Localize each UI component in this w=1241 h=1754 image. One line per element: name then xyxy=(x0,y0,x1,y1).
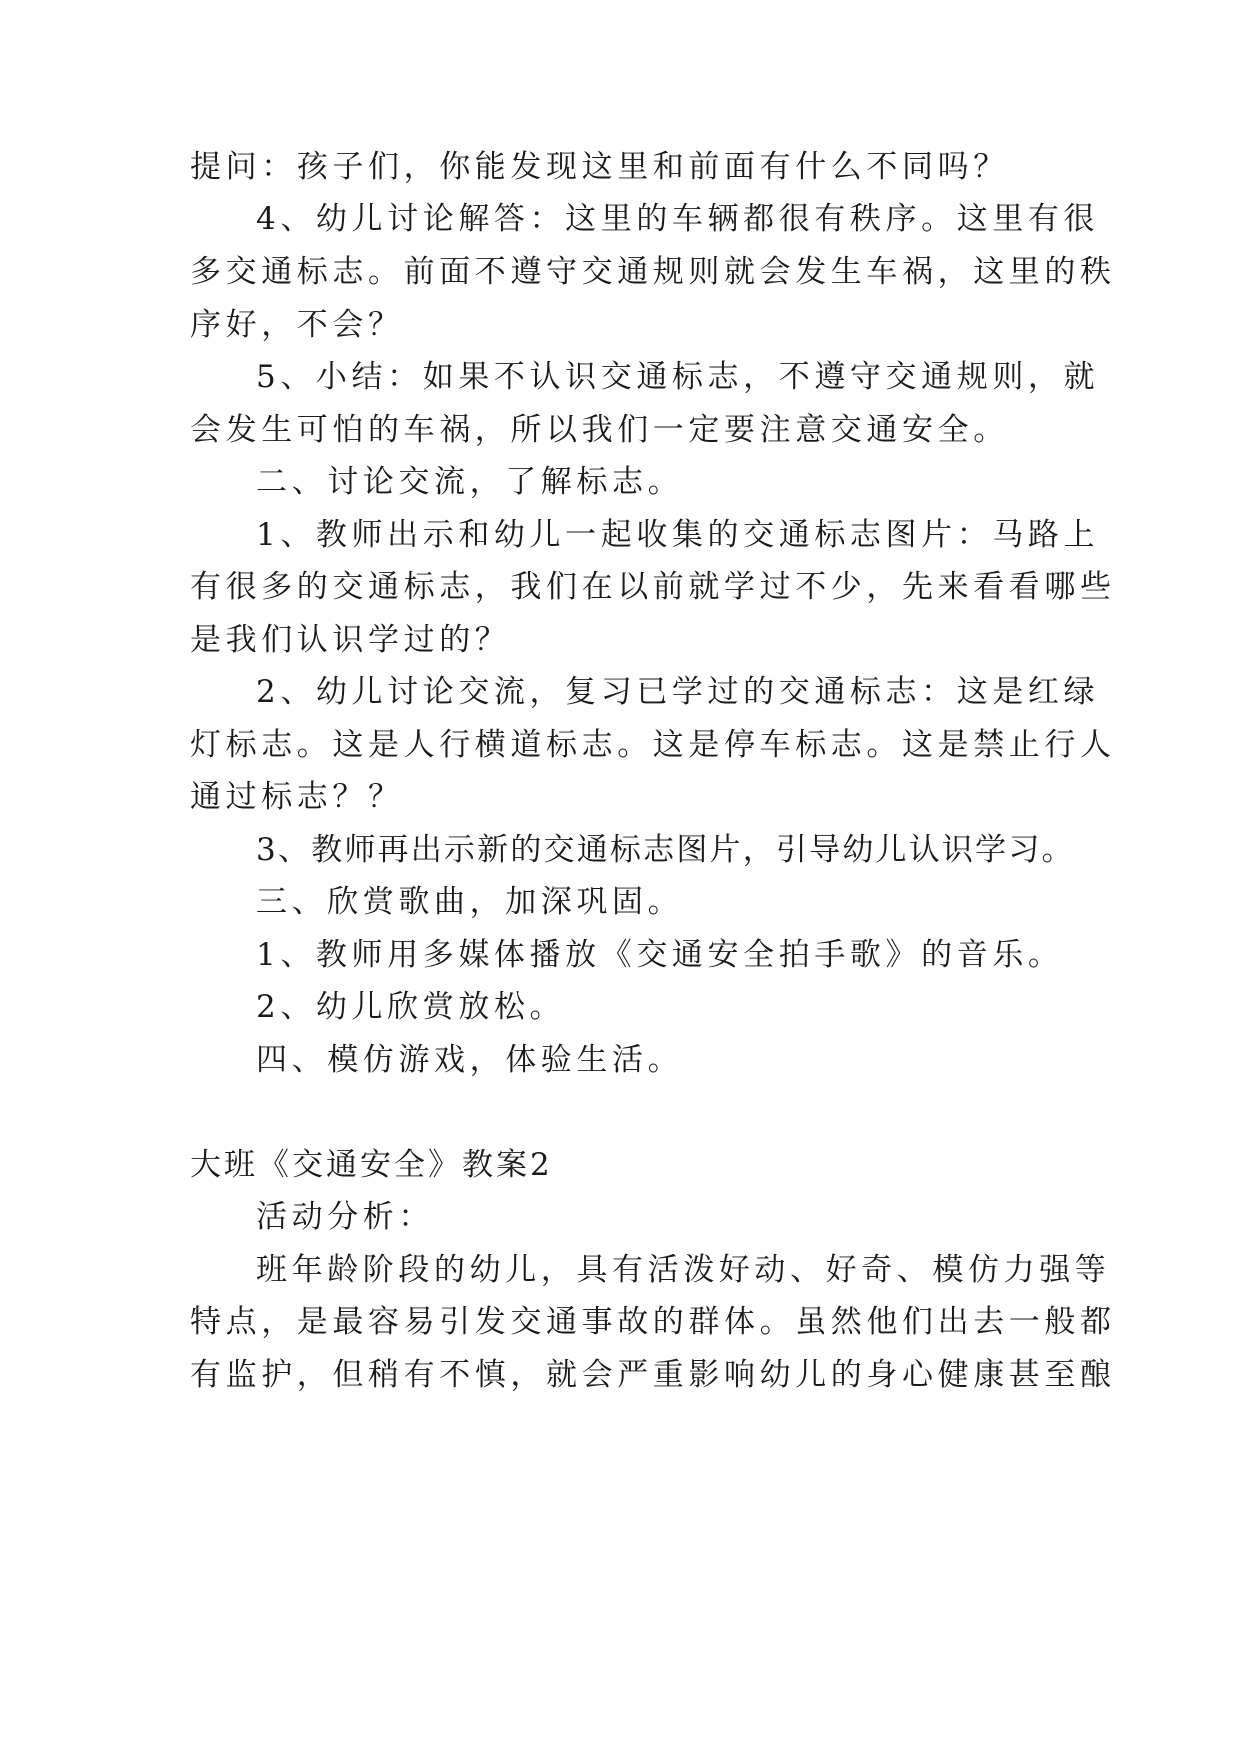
paragraph-line: 四、模仿游戏，体验生活。 xyxy=(256,1042,684,1078)
paragraph-line: 2、幼儿欣赏放松。 xyxy=(256,989,566,1025)
paragraph-line: 3、教师再出示新的交通标志图片，引导幼儿认识学习。 xyxy=(256,832,1075,868)
paragraph-line: 通过标志？？ xyxy=(190,779,404,815)
paragraph-line: 2、幼儿讨论交流，复习已学过的交通标志：这是红绿 xyxy=(256,674,1100,710)
paragraph-line: 会发生可怕的车祸，所以我们一定要注意交通安全。 xyxy=(190,412,1009,448)
paragraph-line: 提问：孩子们，你能发现这里和前面有什么不同吗？ xyxy=(190,149,1009,185)
paragraph-line: 多交通标志。前面不遵守交通规则就会发生车祸，这里的秩 xyxy=(190,254,1116,290)
paragraph-line: 灯标志。这是人行横道标志。这是停车标志。这是禁止行人 xyxy=(190,727,1116,763)
paragraph-line: 是我们认识学过的？ xyxy=(190,622,511,658)
paragraph-line: 班年龄阶段的幼儿，具有活泼好动、好奇、模仿力强等 xyxy=(256,1252,1111,1288)
paragraph-line: 活动分析： xyxy=(256,1199,434,1235)
paragraph-line: 5、小结：如果不认识交通标志，不遵守交通规则，就 xyxy=(256,359,1100,395)
paragraph-line: 4、幼儿讨论解答：这里的车辆都很有秩序。这里有很 xyxy=(256,201,1100,237)
paragraph-line: 三、欣赏歌曲，加深巩固。 xyxy=(256,884,684,920)
paragraph-line: 序好，不会？ xyxy=(190,307,404,343)
paragraph-line: 1、教师用多媒体播放《交通安全拍手歌》的音乐。 xyxy=(256,937,1064,973)
paragraph-line: 有很多的交通标志，我们在以前就学过不少，先来看看哪些 xyxy=(190,569,1116,605)
paragraph-line: 二、讨论交流，了解标志。 xyxy=(256,464,684,500)
section-title: 大班《交通安全》教案2 xyxy=(190,1147,553,1183)
paragraph-line: 1、教师出示和幼儿一起收集的交通标志图片：马路上 xyxy=(256,517,1100,553)
paragraph-line: 特点，是最容易引发交通事故的群体。虽然他们出去一般都 xyxy=(190,1304,1116,1340)
paragraph-line: 有监护，但稍有不慎，就会严重影响幼儿的身心健康甚至酿 xyxy=(190,1357,1116,1393)
